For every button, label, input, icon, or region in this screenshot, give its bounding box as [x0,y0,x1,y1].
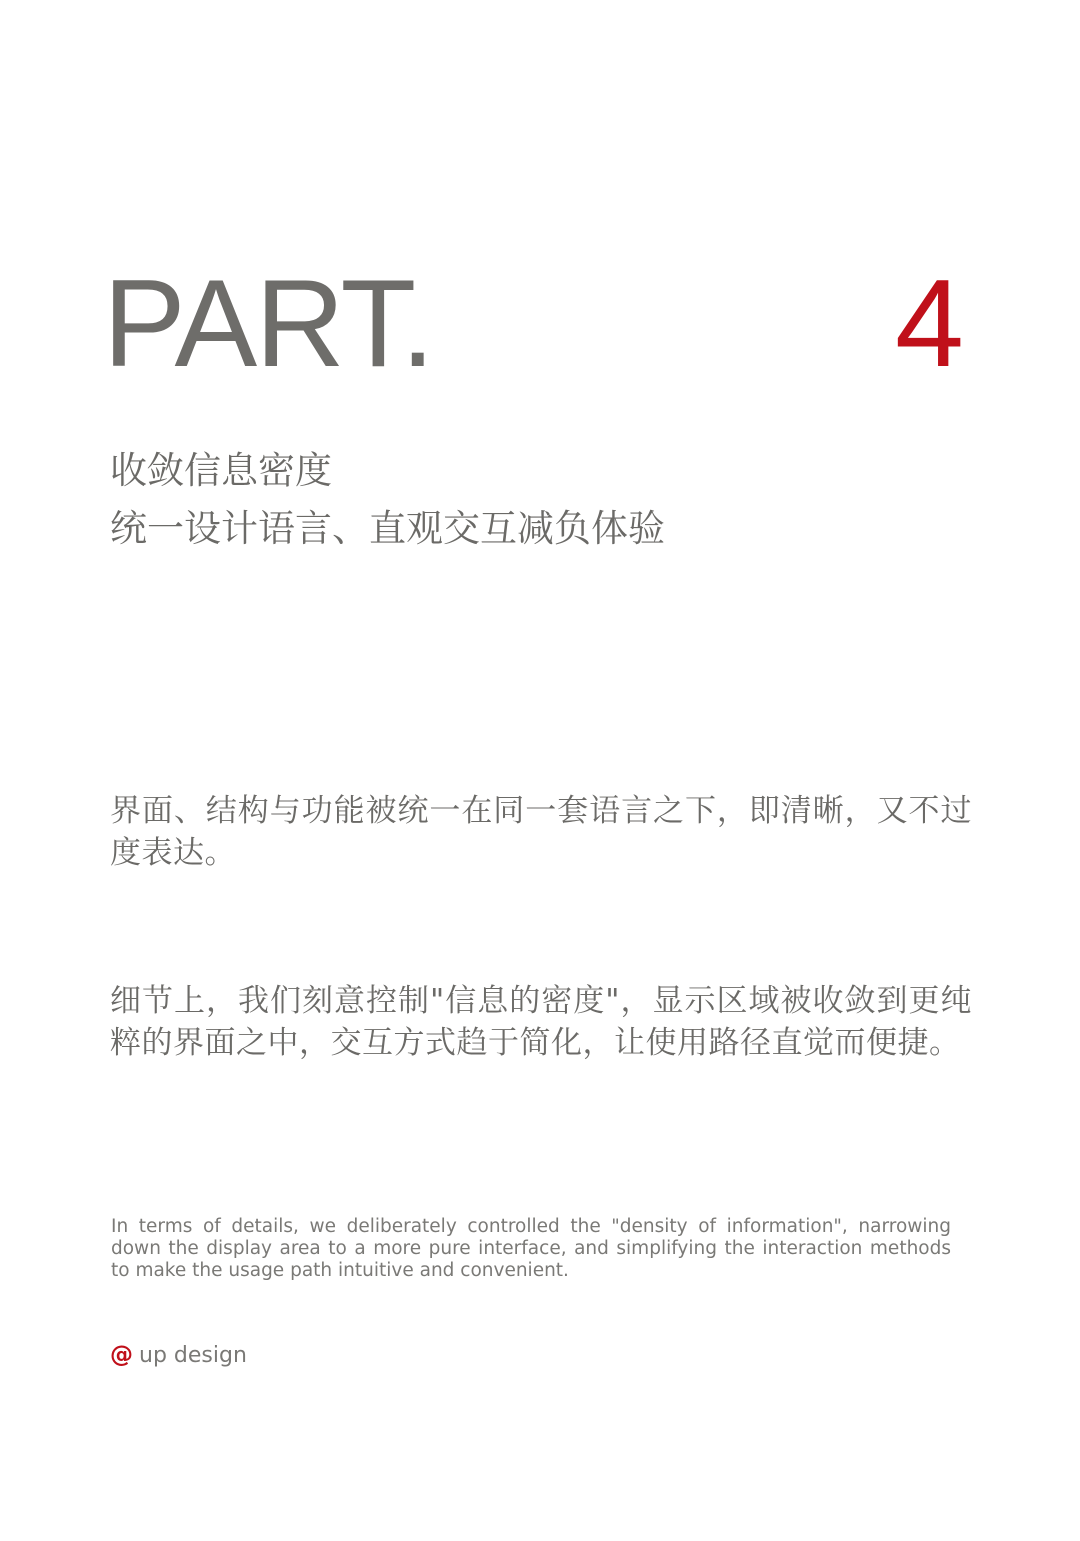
part-title: PART. [103,255,433,393]
headline-line-2: 统一设计语言、直观交互减负体验 [110,507,665,550]
brand-name: up design [139,1342,247,1368]
paragraph-structure: 界面、结构与功能被统一在同一套语言之下，即清晰，又不过度表达。 [110,793,972,871]
headline [110,442,970,558]
part-number: 4 [895,255,964,393]
english-description: In terms of details, we deliberately controlled the "density of information", narrowing down the display area to a more pure interface, and simplifying the interaction methods to make the usage path intuitive and convenient. [111,1216,951,1281]
at-icon: @ [110,1342,133,1368]
paragraph-details: 细节上，我们刻意控制"信息的密度"，显示区域被收敛到更纯粹的界面之中，交互方式趋于简化，让使用路径直觉而便捷。 [110,983,972,1061]
brand-signature [110,1344,247,1367]
headline-line-1: 收敛信息密度 [110,449,332,492]
